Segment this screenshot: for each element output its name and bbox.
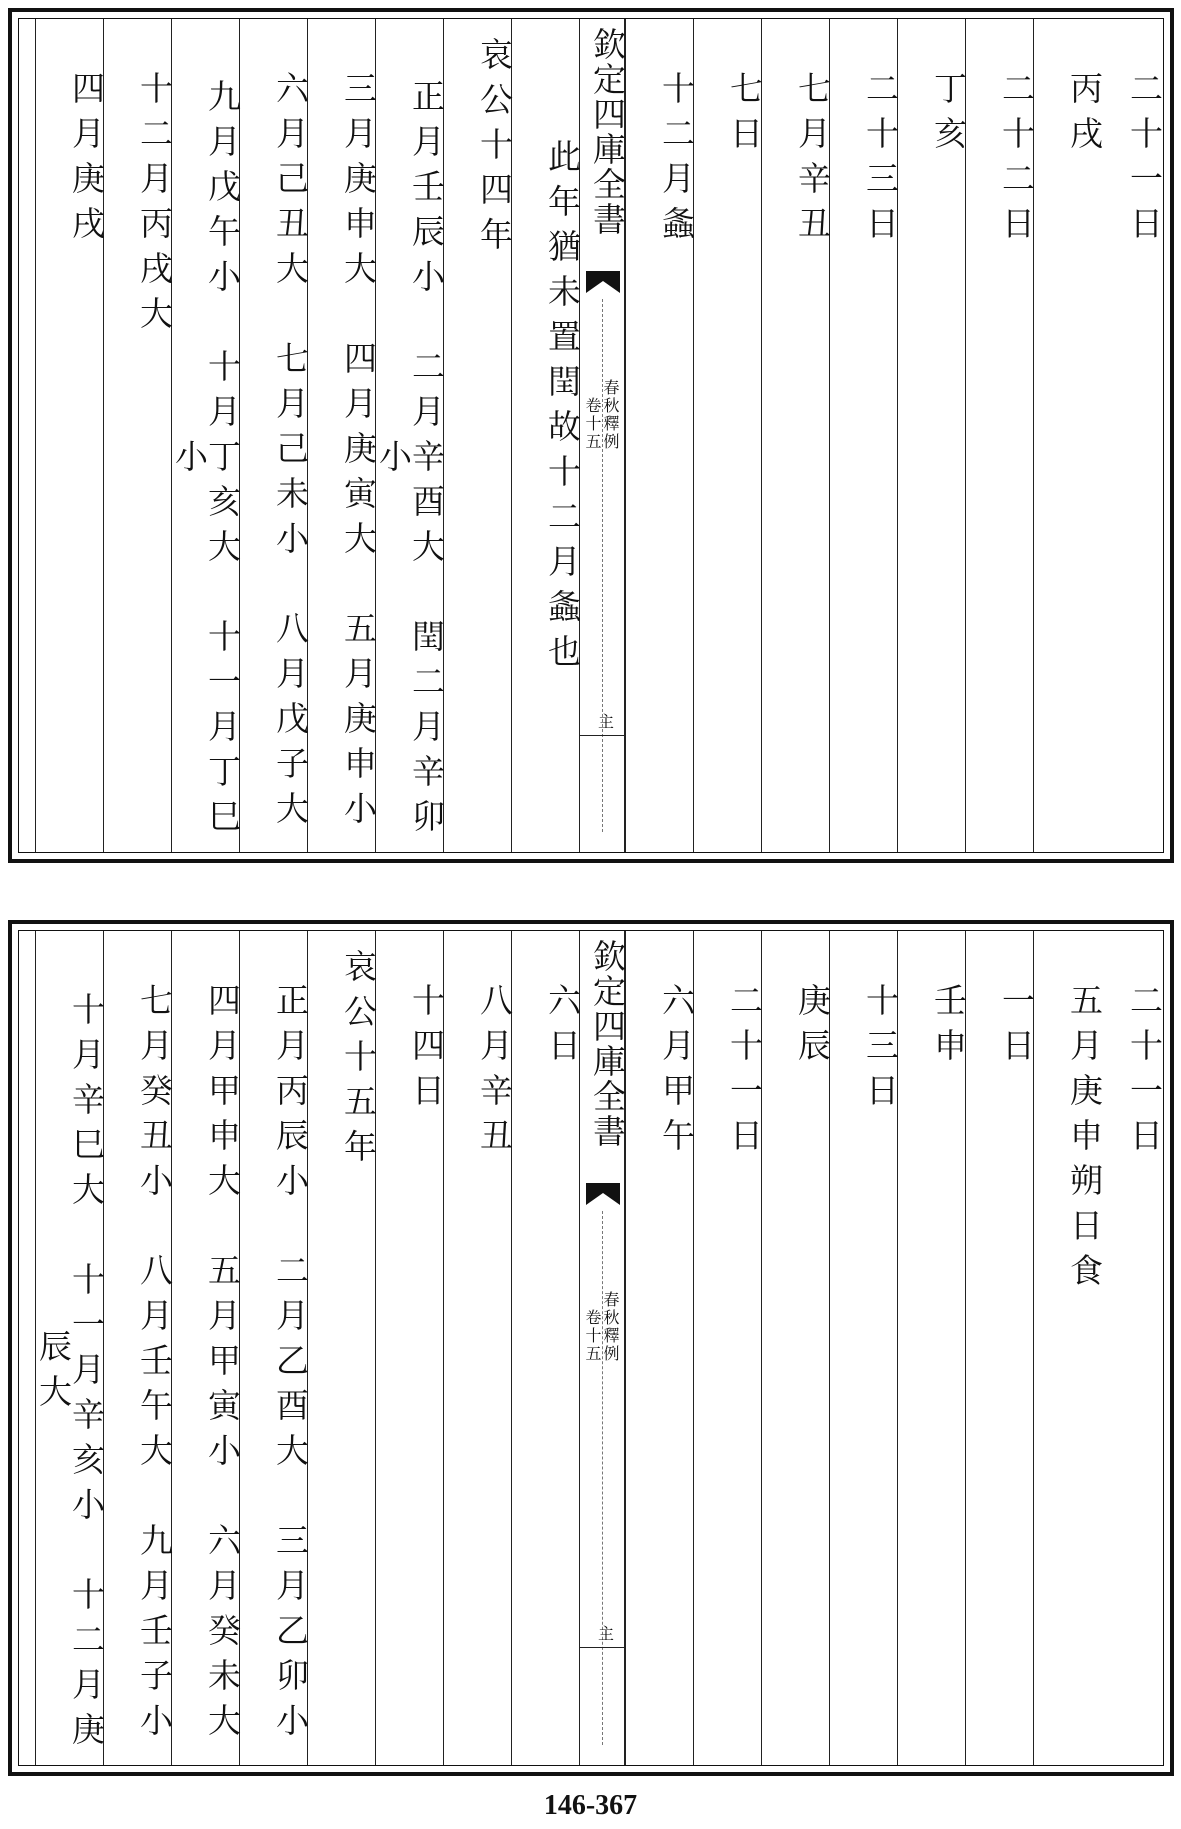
top-col-12-text: 三月庚申大 四月庚寅大 五月庚申小 <box>339 71 378 836</box>
fish-tail-mark-icon <box>586 1183 620 1205</box>
top-col-4-text: 丁亥 <box>929 71 968 161</box>
top-col-2-text: 丙戌 <box>1065 71 1104 161</box>
top-col-1-text: 二十一日 <box>1125 71 1164 251</box>
bottom-col-2 <box>1033 931 1104 1765</box>
bottom-col-3-text: 一日 <box>997 983 1036 1073</box>
bottom-col-5 <box>829 931 900 1765</box>
bottom-page <box>8 920 1174 1776</box>
bottom-col-10 <box>443 931 514 1765</box>
bottom-center-strip <box>579 931 625 1765</box>
top-col-3-text: 二十二日 <box>997 71 1036 251</box>
top-col-3 <box>965 19 1036 852</box>
top-col-10-text: 哀公十四年 <box>475 37 514 262</box>
bottom-col-16 <box>34 931 106 1765</box>
top-center-strip <box>579 19 625 852</box>
bottom-col-9-text: 六日 <box>543 983 582 1073</box>
top-col-15 <box>103 19 174 852</box>
top-col-8-text: 十二月螽 <box>657 71 696 251</box>
top-strip-volume: 卷十五 <box>583 397 602 451</box>
bottom-col-15-text: 七月癸丑小 八月壬午大 九月壬子小 <box>135 983 174 1748</box>
top-strip-leaf: 主 <box>598 712 615 731</box>
bottom-strip-book: 春秋釋例 <box>601 1291 620 1363</box>
top-strip-title: 欽定四庫全書 <box>588 27 627 237</box>
top-col-13 <box>239 19 310 852</box>
bottom-col-11-text: 十四日 <box>407 983 446 1118</box>
top-col-2 <box>1033 19 1104 852</box>
bottom-col-3 <box>965 931 1036 1765</box>
bottom-col-7-text: 二十一日 <box>725 983 764 1163</box>
page-number: 146-367 <box>543 1790 638 1821</box>
top-col-15-text: 十二月丙戌大 <box>135 71 174 341</box>
bottom-col-11 <box>375 931 446 1765</box>
top-col-4 <box>897 19 968 852</box>
top-strip-book: 春秋釋例 <box>601 379 620 451</box>
top-col-6-text: 七月辛丑 <box>793 71 832 251</box>
top-col-13-text: 六月己丑大 七月己未小 八月戊子大 <box>271 71 310 836</box>
top-col-1 <box>1101 19 1164 852</box>
bottom-col-8 <box>625 931 696 1765</box>
top-page <box>8 8 1174 863</box>
bottom-col-6-text: 庚辰 <box>793 983 832 1073</box>
top-col-7-text: 七日 <box>725 71 764 161</box>
bottom-strip-volume: 卷十五 <box>583 1309 602 1363</box>
top-col-11-text: 正月壬辰小 二月辛酉大 閏二月辛卯小 <box>374 79 446 844</box>
top-col-9-text: 此年猶未置閏故十二月螽也 <box>543 139 582 679</box>
bottom-strip-title: 欽定四庫全書 <box>588 939 627 1149</box>
bottom-col-4 <box>897 931 968 1765</box>
bottom-col-13-text: 正月丙辰小 二月乙酉大 三月乙卯小 <box>271 983 310 1748</box>
bottom-col-15 <box>103 931 174 1765</box>
bottom-col-12-text: 哀公十五年 <box>339 949 378 1174</box>
bottom-col-12 <box>307 931 378 1765</box>
bottom-col-10-text: 八月辛丑 <box>475 983 514 1163</box>
bottom-col-6 <box>761 931 832 1765</box>
bottom-col-14 <box>171 931 242 1765</box>
top-col-8 <box>625 19 696 852</box>
bottom-strip-rule <box>580 1647 624 1648</box>
bottom-col-14-text: 四月甲申大 五月甲寅小 六月癸未大 <box>203 983 242 1748</box>
bottom-col-1 <box>1101 931 1164 1765</box>
top-col-14-text: 九月戊午小 十月丁亥大 十一月丁巳小 <box>170 79 242 844</box>
bottom-col-16-text: 十月辛巳大 十一月辛亥小 十二月庚辰大 <box>34 991 106 1757</box>
bottom-col-7 <box>693 931 764 1765</box>
top-strip-rule <box>580 735 624 736</box>
top-col-10 <box>443 19 514 852</box>
top-col-16 <box>35 19 106 852</box>
bottom-col-2-text: 五月庚申朔日食 <box>1065 983 1104 1298</box>
bottom-col-1-text: 二十一日 <box>1125 983 1164 1163</box>
top-col-16-text: 四月庚戌 <box>67 71 106 251</box>
top-col-14 <box>170 19 242 852</box>
bottom-strip-leaf: 主 <box>598 1624 615 1643</box>
top-col-9 <box>511 19 582 852</box>
top-col-5-text: 二十三日 <box>861 71 900 251</box>
bottom-page-frame <box>18 930 1164 1766</box>
top-col-11 <box>374 19 446 852</box>
top-col-5 <box>829 19 900 852</box>
bottom-col-8-text: 六月甲午 <box>657 983 696 1163</box>
top-col-6 <box>761 19 832 852</box>
bottom-col-4-text: 壬申 <box>929 983 968 1073</box>
top-page-frame <box>18 18 1164 853</box>
bottom-col-13 <box>239 931 310 1765</box>
top-col-7 <box>693 19 764 852</box>
bottom-col-9 <box>511 931 582 1765</box>
fish-tail-mark-icon <box>586 271 620 293</box>
bottom-col-5-text: 十三日 <box>861 983 900 1118</box>
top-col-12 <box>307 19 378 852</box>
